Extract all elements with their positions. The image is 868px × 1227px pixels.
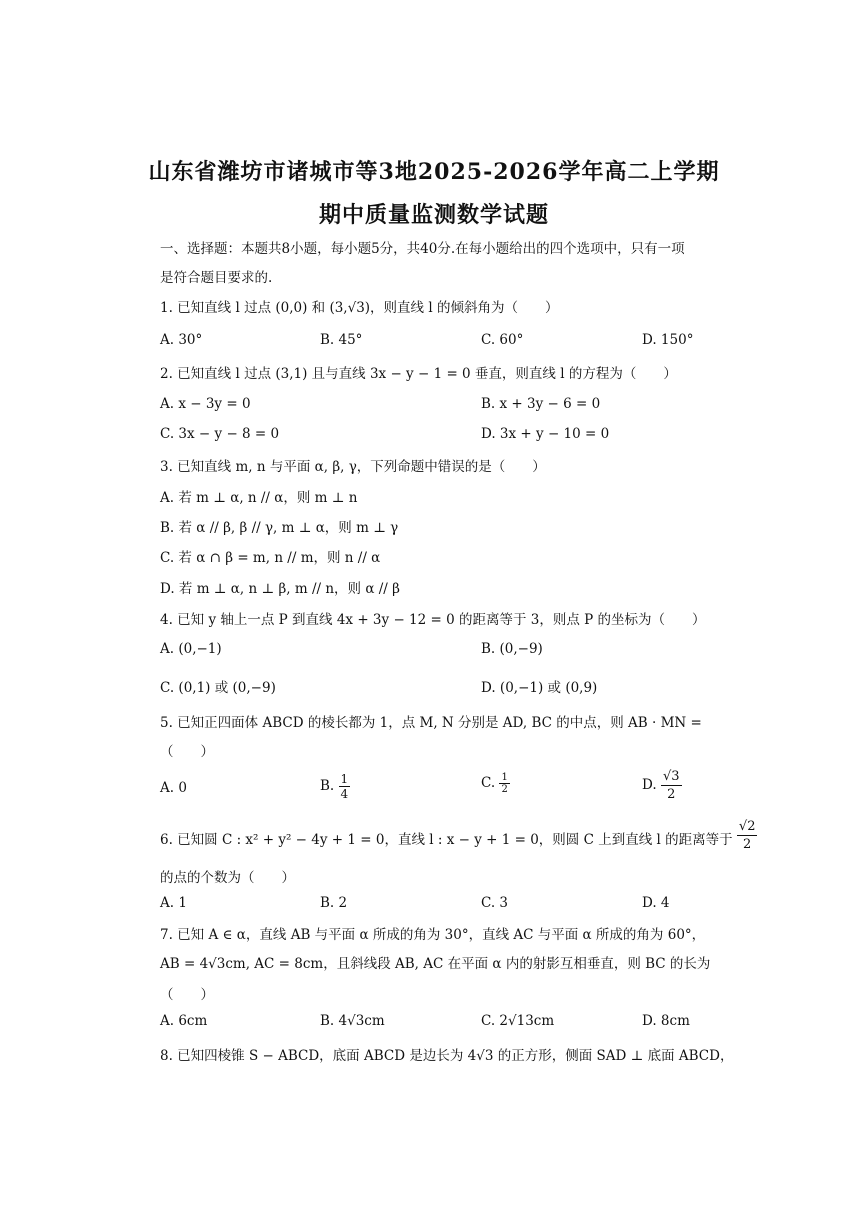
question-5-option-b-fraction: $\frac{1}{4}$ — [340, 772, 349, 801]
question-6-option-b: B. 2 — [320, 895, 348, 911]
question-5-option-d-label: D. — [642, 777, 657, 793]
question-1-option-c: C. 60° — [481, 332, 524, 348]
question-7-option-d: D. 8cm — [642, 1013, 690, 1029]
question-7-option-a: A. 6cm — [160, 1013, 208, 1029]
question-5-option-b — [320, 772, 350, 801]
question-7-option-c: C. 2√13cm — [481, 1013, 555, 1029]
question-1-stem: 1. 已知直线 l 过点 (0,0) 和 (3,√3)，则直线 l 的倾斜角为（ ） — [160, 300, 559, 316]
section-intro-line1: 一、选择题：本题共8小题，每小题5分，共40分.在每小题给出的四个选项中，只有一项 — [160, 241, 685, 257]
question-2-stem: 2. 已知直线 l 过点 (3,1) 且与直线 3x − y − 1 = 0 垂直，则直线 l 的方程为（ ） — [160, 366, 677, 382]
question-6-option-d: D. 4 — [642, 895, 670, 911]
question-3-option-c: C. 若 α ∩ β = m, n // m，则 n // α — [160, 550, 381, 566]
question-5-stem: 5. 已知正四面体 ABCD 的棱长都为 1，点 M, N 分别是 AD, BC 的中点，则 AB · MN = — [160, 715, 702, 731]
question-5-option-a-label: A. 0 — [160, 780, 187, 796]
question-5-option-c — [481, 772, 510, 795]
question-5-stem-continued: （ ） — [160, 744, 214, 760]
question-7-stem: 7. 已知 A ∈ α，直线 AB 与平面 α 所成的角为 30°，直线 AC 与平面 α 所成的角为 60°， — [160, 927, 706, 943]
question-7-option-b: B. 4√3cm — [320, 1013, 385, 1029]
question-2-option-c: C. 3x − y − 8 = 0 — [160, 426, 280, 442]
question-1-option-a: A. 30° — [160, 332, 203, 348]
question-6-option-a: A. 1 — [160, 895, 187, 911]
question-5-option-d — [642, 768, 682, 803]
question-5-option-c-label: C. — [481, 775, 496, 791]
question-6-stem — [160, 819, 757, 853]
exam-title-line2: 期中质量监测数学试题 — [318, 202, 549, 228]
question-4-option-d: D. (0,−1) 或 (0,9) — [481, 680, 598, 696]
question-7-stem-continued: AB = 4√3cm, AC = 8cm，且斜线段 AB, AC 在平面 α 内的射影互相垂直，则 BC 的长为 — [160, 956, 711, 972]
question-4-option-a: A. (0,−1) — [160, 641, 222, 657]
question-1-option-b: B. 45° — [320, 332, 363, 348]
question-3-stem: 3. 已知直线 m, n 与平面 α, β, γ，下列命题中错误的是（ ） — [160, 459, 546, 475]
question-3-option-b: B. 若 α // β, β // γ, m ⊥ α，则 m ⊥ γ — [160, 520, 399, 536]
question-5-option-d-fraction: $\frac{√3}{2}$ — [662, 769, 680, 802]
question-6-stem-text: 6. 已知圆 C : x² + y² − 4y + 1 = 0，直线 l : x − y + 1 = 0，则圆 C 上到直线 l 的距离等于 — [160, 832, 733, 848]
question-6-stem-fraction: $\frac{√2}{2}$ — [738, 819, 756, 852]
question-2-option-d: D. 3x + y − 10 = 0 — [481, 426, 610, 442]
question-6-stem-continued: 的点的个数为（ ） — [160, 870, 295, 886]
question-5-option-c-fraction: $\frac{1}{2}$ — [501, 772, 508, 795]
question-4-stem: 4. 已知 y 轴上一点 P 到直线 4x + 3y − 12 = 0 的距离等于 3，则点 P 的坐标为（ ） — [160, 612, 706, 628]
question-6-option-c: C. 3 — [481, 895, 509, 911]
question-2-option-b: B. x + 3y − 6 = 0 — [481, 396, 601, 412]
question-5-option-b-label: B. — [320, 778, 335, 794]
exam-title-line1: 山东省潍坊市诸城市等3地2025-2026学年高二上学期 — [148, 159, 720, 185]
question-5-option-a — [160, 772, 187, 796]
question-1-option-d: D. 150° — [642, 332, 694, 348]
question-4-option-c: C. (0,1) 或 (0,−9) — [160, 680, 276, 696]
question-4-option-b: B. (0,−9) — [481, 641, 543, 657]
section-intro-line2: 是符合题目要求的. — [160, 270, 273, 286]
question-8-stem: 8. 已知四棱锥 S − ABCD，底面 ABCD 是边长为 4√3 的正方形，侧面 SAD ⊥ 底面 ABCD， — [160, 1048, 734, 1064]
question-2-option-a: A. x − 3y = 0 — [160, 396, 251, 412]
question-3-option-a: A. 若 m ⊥ α, n // α，则 m ⊥ n — [160, 490, 358, 506]
question-7-stem-blank: （ ） — [160, 987, 214, 1003]
question-3-option-d: D. 若 m ⊥ α, n ⊥ β, m // n，则 α // β — [160, 581, 400, 597]
